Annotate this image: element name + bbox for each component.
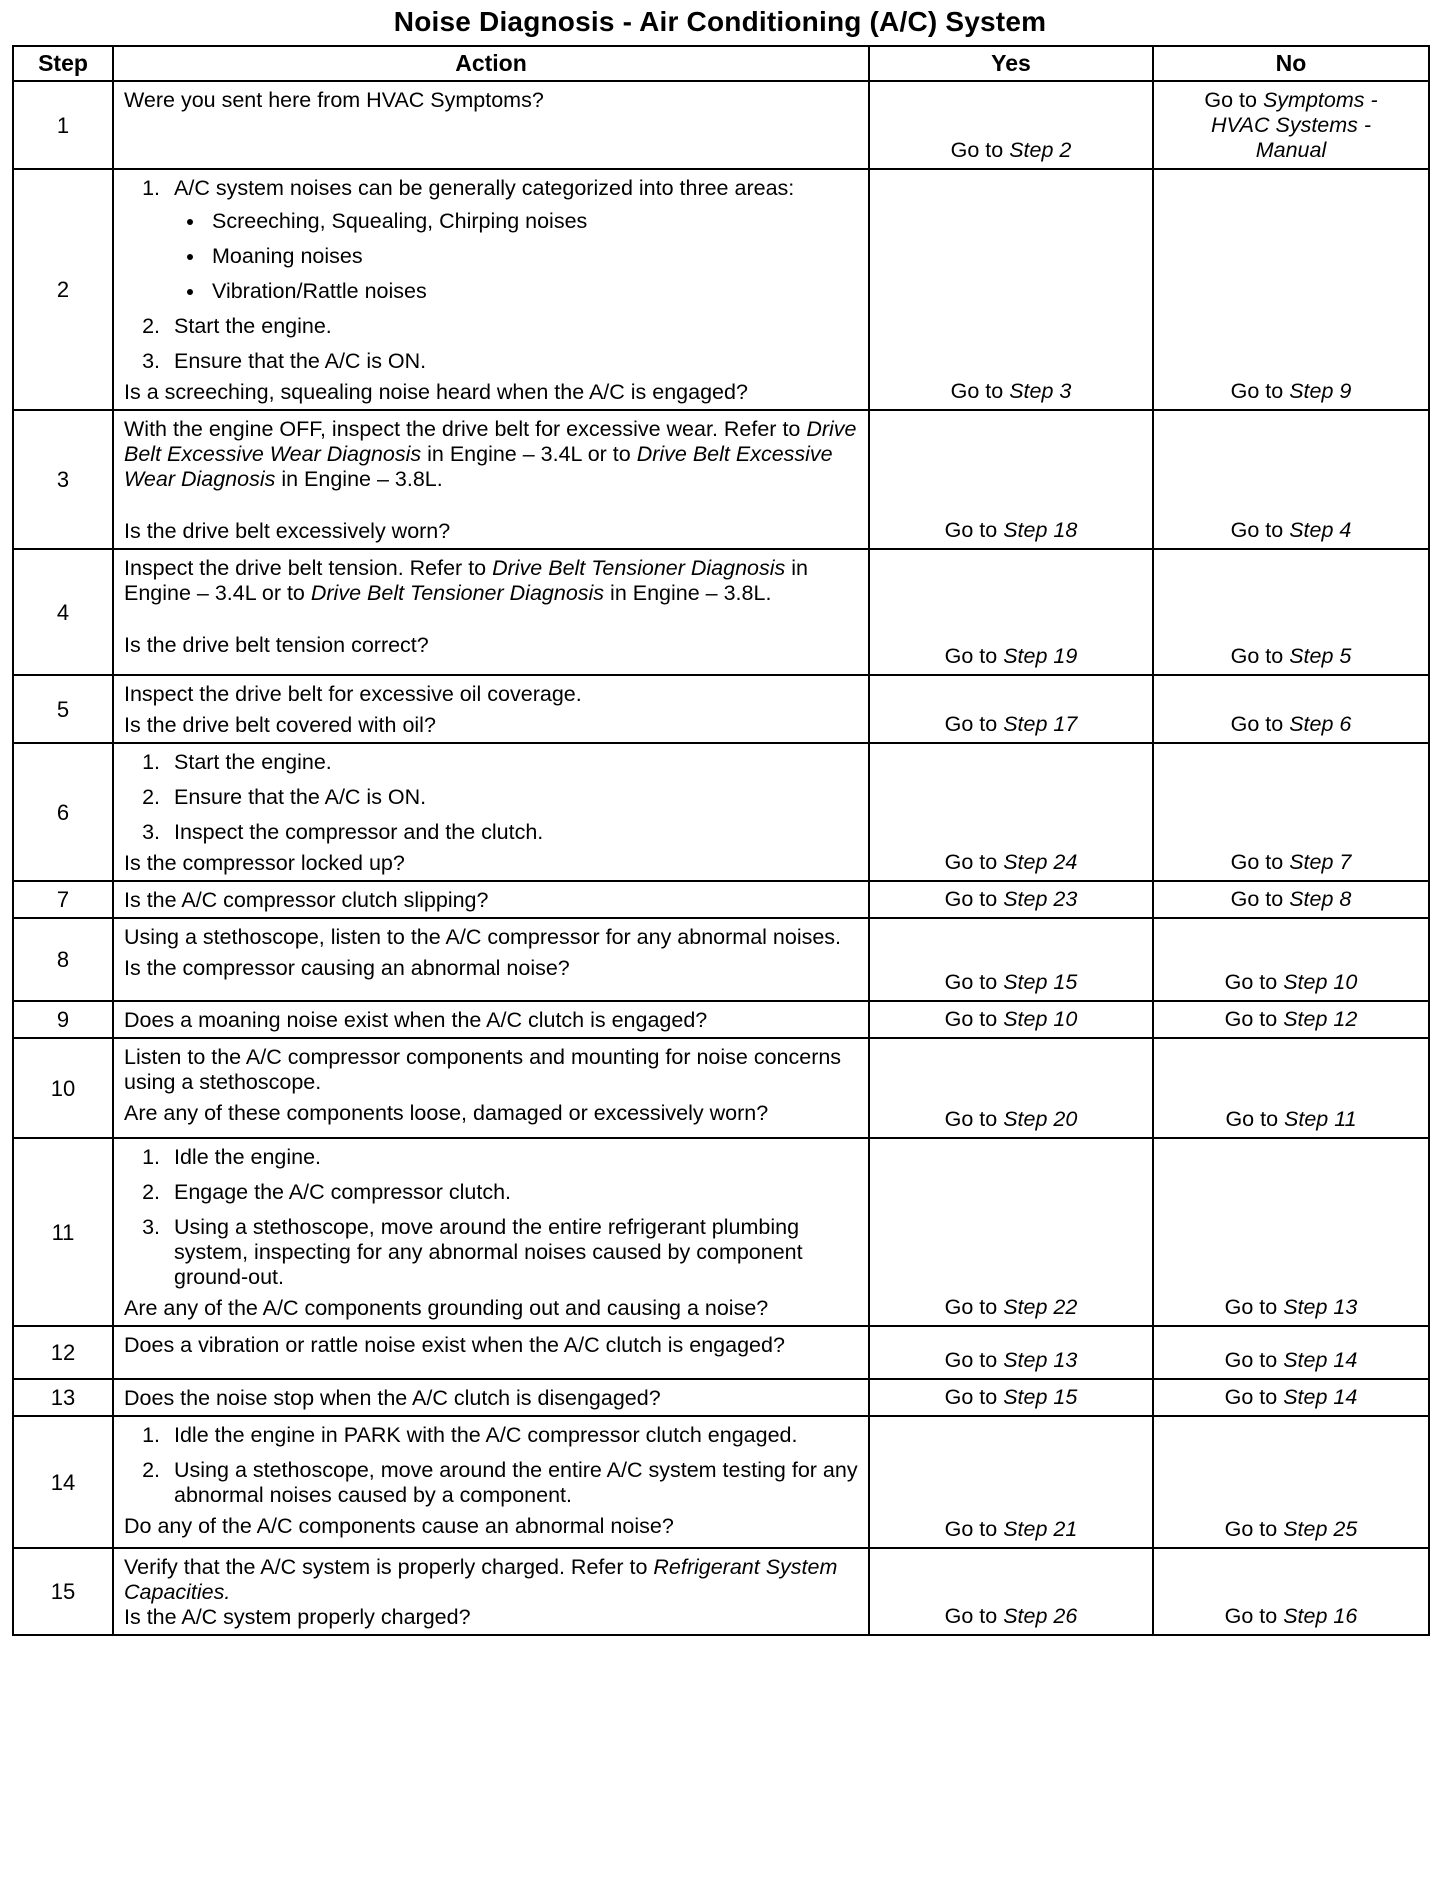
goto-label: Go to bbox=[944, 1517, 1004, 1541]
step-link[interactable]: Step 20 bbox=[1003, 1107, 1078, 1131]
step-link[interactable]: Step 13 bbox=[1283, 1295, 1358, 1319]
action-cell bbox=[113, 1001, 869, 1038]
instruction-step bbox=[166, 1215, 858, 1290]
goto-label: Go to bbox=[1204, 88, 1263, 112]
step-link[interactable]: Step 13 bbox=[1003, 1348, 1078, 1372]
goto-label: Go to bbox=[1230, 379, 1290, 403]
instruction-list bbox=[124, 1145, 858, 1290]
goto-label: Go to bbox=[1224, 1348, 1284, 1372]
goto-label: Go to bbox=[1224, 1295, 1284, 1319]
instruction-text: Inspect the compressor and the clutch. bbox=[174, 820, 544, 844]
step-link[interactable]: Step 12 bbox=[1283, 1007, 1358, 1031]
step-number: 10 bbox=[13, 1038, 113, 1138]
goto-label: Go to bbox=[944, 1007, 1004, 1031]
instruction-text: Using a stethoscope, move around the entire refrigerant plumbing system, inspecting for any abnormal noises caused by component ground-out. bbox=[174, 1215, 803, 1289]
no-result-cell bbox=[1153, 1416, 1429, 1548]
action-text bbox=[124, 556, 858, 606]
action-cell bbox=[113, 169, 869, 410]
step-number: 2 bbox=[13, 169, 113, 410]
step-link[interactable]: Step 18 bbox=[1003, 518, 1078, 542]
instruction-list bbox=[124, 1423, 858, 1508]
instruction-step bbox=[166, 750, 858, 775]
action-text-segment: in Engine – 3.4L or to bbox=[124, 556, 808, 605]
action-text-segment: Inspect the drive belt tension. Refer to bbox=[124, 556, 493, 580]
step-link[interactable]: Step 26 bbox=[1003, 1604, 1078, 1628]
instruction-list bbox=[124, 750, 858, 845]
goto-label: Go to bbox=[950, 379, 1010, 403]
goto-label: Go to bbox=[944, 644, 1004, 668]
step-link[interactable]: Step 11 bbox=[1284, 1107, 1357, 1131]
action-cell bbox=[113, 81, 869, 169]
no-result-cell bbox=[1153, 1138, 1429, 1326]
question-text: Is the compressor causing an abnormal noise? bbox=[124, 956, 570, 980]
action-cell bbox=[113, 1416, 869, 1548]
no-result-cell bbox=[1153, 675, 1429, 743]
step-number: 14 bbox=[13, 1416, 113, 1548]
yes-result-cell bbox=[869, 881, 1153, 918]
table-row bbox=[13, 1548, 1429, 1635]
action-text-segment: in Engine – 3.8L. bbox=[604, 581, 772, 605]
step-number: 13 bbox=[13, 1379, 113, 1416]
action-text-segment: in Engine – 3.4L or to bbox=[421, 442, 637, 466]
instruction-step bbox=[166, 176, 858, 304]
document-reference: Drive Belt Excessive Wear Diagnosis bbox=[124, 417, 857, 466]
action-text: Listen to the A/C compressor components and mounting for noise concerns using a stethoscope. bbox=[124, 1045, 842, 1094]
action-cell bbox=[113, 549, 869, 675]
step-number: 1 bbox=[13, 81, 113, 169]
step-link[interactable]: Step 8 bbox=[1289, 887, 1352, 911]
table-row bbox=[13, 1038, 1429, 1138]
question-text: Is the drive belt tension correct? bbox=[124, 633, 429, 657]
table-row bbox=[13, 1138, 1429, 1326]
table-row bbox=[13, 1416, 1429, 1548]
step-link[interactable]: Step 4 bbox=[1289, 518, 1352, 542]
header-action: Action bbox=[113, 46, 869, 81]
step-link[interactable]: Step 17 bbox=[1003, 712, 1078, 736]
no-result-cell bbox=[1153, 743, 1429, 881]
goto-label: Go to bbox=[1224, 970, 1284, 994]
instruction-step bbox=[166, 1423, 858, 1448]
action-text: Were you sent here from HVAC Symptoms? bbox=[124, 88, 544, 112]
no-result-cell bbox=[1153, 1548, 1429, 1635]
header-no: No bbox=[1153, 46, 1429, 81]
no-result-cell bbox=[1153, 1001, 1429, 1038]
step-number: 11 bbox=[13, 1138, 113, 1326]
question-text: Is the A/C system properly charged? bbox=[124, 1605, 471, 1629]
step-link[interactable]: Step 21 bbox=[1003, 1517, 1078, 1541]
step-link[interactable]: Step 19 bbox=[1003, 644, 1078, 668]
yes-result-cell bbox=[869, 1416, 1153, 1548]
instruction-step bbox=[166, 1180, 858, 1205]
instruction-step bbox=[166, 1145, 858, 1170]
step-link[interactable]: Step 23 bbox=[1003, 887, 1078, 911]
step-link[interactable]: Step 14 bbox=[1283, 1385, 1358, 1409]
yes-result-cell bbox=[869, 81, 1153, 169]
step-number: 3 bbox=[13, 410, 113, 549]
goto-label: Go to bbox=[944, 1604, 1004, 1628]
goto-label: Go to bbox=[944, 970, 1004, 994]
table-row bbox=[13, 881, 1429, 918]
yes-result-cell bbox=[869, 1001, 1153, 1038]
goto-label: Go to bbox=[944, 1385, 1004, 1409]
step-number: 4 bbox=[13, 549, 113, 675]
instruction-step bbox=[166, 349, 858, 374]
question-text: Are any of the A/C components grounding out and causing a noise? bbox=[124, 1296, 769, 1320]
table-row bbox=[13, 549, 1429, 675]
action-cell bbox=[113, 410, 869, 549]
question-text: Is the drive belt excessively worn? bbox=[124, 519, 451, 543]
action-cell bbox=[113, 918, 869, 1001]
instruction-text: Idle the engine. bbox=[174, 1145, 322, 1169]
question-text: Do any of the A/C components cause an abnormal noise? bbox=[124, 1514, 674, 1538]
step-number: 7 bbox=[13, 881, 113, 918]
yes-result-cell bbox=[869, 169, 1153, 410]
question-text: Are any of these components loose, damaged or excessively worn? bbox=[124, 1101, 769, 1125]
document-reference: Drive Belt Tensioner Diagnosis bbox=[492, 556, 786, 580]
instruction-text: Ensure that the A/C is ON. bbox=[174, 785, 427, 809]
step-link[interactable]: Step 6 bbox=[1289, 712, 1352, 736]
action-cell bbox=[113, 743, 869, 881]
goto-label: Go to bbox=[944, 1107, 1004, 1131]
noise-category-item: • Vibration/Rattle noises bbox=[206, 279, 858, 304]
action-cell bbox=[113, 1038, 869, 1138]
no-result-cell bbox=[1153, 1379, 1429, 1416]
instruction-text: Engage the A/C compressor clutch. bbox=[174, 1180, 512, 1204]
action-cell bbox=[113, 675, 869, 743]
page-title: Noise Diagnosis - Air Conditioning (A/C) System bbox=[393, 6, 1047, 37]
action-text: Does the noise stop when the A/C clutch is disengaged? bbox=[124, 1386, 661, 1410]
instruction-step bbox=[166, 1458, 858, 1508]
goto-label: Go to bbox=[1224, 1007, 1284, 1031]
step-link[interactable]: Step 22 bbox=[1003, 1295, 1078, 1319]
step-number: 12 bbox=[13, 1326, 113, 1379]
action-text: Inspect the drive belt for excessive oil coverage. bbox=[124, 682, 582, 706]
goto-label: Go to bbox=[944, 712, 1004, 736]
goto-label: Go to bbox=[1225, 1107, 1285, 1131]
action-text: Does a vibration or rattle noise exist when the A/C clutch is engaged? bbox=[124, 1333, 785, 1357]
question-text: Is the compressor locked up? bbox=[124, 851, 405, 875]
goto-label: Go to bbox=[944, 518, 1004, 542]
instruction-list bbox=[124, 176, 858, 374]
table-row bbox=[13, 169, 1429, 410]
yes-result-cell bbox=[869, 743, 1153, 881]
action-text-segment: Verify that the A/C system is properly charged. Refer to bbox=[124, 1555, 654, 1579]
step-link[interactable]: Step 24 bbox=[1003, 850, 1078, 874]
step-link[interactable]: Step 10 bbox=[1003, 1007, 1078, 1031]
instruction-text: Using a stethoscope, move around the entire A/C system testing for any abnormal noises caused by a component. bbox=[174, 1458, 858, 1507]
noise-category-item: • Moaning noises bbox=[206, 244, 858, 269]
question-text: Is the drive belt covered with oil? bbox=[124, 713, 436, 737]
no-result-cell bbox=[1153, 169, 1429, 410]
goto-label: Go to bbox=[944, 887, 1004, 911]
step-link[interactable]: Step 14 bbox=[1283, 1348, 1358, 1372]
table-row bbox=[13, 675, 1429, 743]
action-text-segment: With the engine OFF, inspect the drive belt for excessive wear. Refer to bbox=[124, 417, 807, 441]
question-text: Is a screeching, squealing noise heard when the A/C is engaged? bbox=[124, 380, 748, 404]
yes-result-cell bbox=[869, 410, 1153, 549]
yes-result-cell bbox=[869, 1326, 1153, 1379]
table-row bbox=[13, 1379, 1429, 1416]
table-row bbox=[13, 743, 1429, 881]
yes-result-cell bbox=[869, 1038, 1153, 1138]
noise-category-list bbox=[174, 209, 858, 304]
action-text bbox=[124, 1555, 858, 1605]
step-link[interactable]: Step 10 bbox=[1283, 970, 1358, 994]
instruction-text: Start the engine. bbox=[174, 750, 332, 774]
table-row bbox=[13, 1326, 1429, 1379]
document-reference: Refrigerant System Capacities. bbox=[124, 1555, 838, 1604]
step-link[interactable]: Step 5 bbox=[1289, 644, 1352, 668]
noise-category-item: • Screeching, Squealing, Chirping noises bbox=[206, 209, 858, 234]
goto-label: Go to bbox=[1230, 644, 1290, 668]
instruction-step bbox=[166, 820, 858, 845]
yes-result-cell bbox=[869, 1548, 1153, 1635]
instruction-step bbox=[166, 314, 858, 339]
yes-result-cell bbox=[869, 1379, 1153, 1416]
goto-label: Go to bbox=[1224, 1517, 1284, 1541]
table-row bbox=[13, 410, 1429, 549]
action-text: Using a stethoscope, listen to the A/C compressor for any abnormal noises. bbox=[124, 925, 842, 949]
no-result-cell bbox=[1153, 549, 1429, 675]
instruction-text: Idle the engine in PARK with the A/C compressor clutch engaged. bbox=[174, 1423, 798, 1447]
step-link[interactable]: Step 7 bbox=[1289, 850, 1352, 874]
action-text: Does a moaning noise exist when the A/C clutch is engaged? bbox=[124, 1008, 708, 1032]
action-text: Is the A/C compressor clutch slipping? bbox=[124, 888, 489, 912]
goto-label: Go to bbox=[944, 1348, 1004, 1372]
goto-label: Go to bbox=[1224, 1604, 1284, 1628]
step-link[interactable]: Symptoms - HVAC Systems - Manual bbox=[1210, 88, 1378, 162]
step-link[interactable]: Step 25 bbox=[1283, 1517, 1358, 1541]
diagnosis-table bbox=[12, 45, 1430, 1636]
step-link[interactable]: Step 15 bbox=[1003, 1385, 1078, 1409]
step-link[interactable]: Step 2 bbox=[1009, 138, 1072, 162]
header-step: Step bbox=[13, 46, 113, 81]
step-number: 15 bbox=[13, 1548, 113, 1635]
document-reference: Drive Belt Excessive Wear Diagnosis bbox=[124, 442, 833, 491]
action-text bbox=[124, 417, 858, 492]
action-cell bbox=[113, 1326, 869, 1379]
action-cell bbox=[113, 1138, 869, 1326]
goto-label: Go to bbox=[950, 138, 1010, 162]
header-yes: Yes bbox=[869, 46, 1153, 81]
no-result-cell bbox=[1153, 881, 1429, 918]
yes-result-cell bbox=[869, 1138, 1153, 1326]
step-link[interactable]: Step 9 bbox=[1289, 379, 1352, 403]
step-link[interactable]: Step 15 bbox=[1003, 970, 1078, 994]
table-header-row bbox=[13, 46, 1429, 81]
goto-label: Go to bbox=[944, 1295, 1004, 1319]
yes-result-cell bbox=[869, 918, 1153, 1001]
table-body bbox=[13, 81, 1429, 1635]
action-cell bbox=[113, 1548, 869, 1635]
step-number: 5 bbox=[13, 675, 113, 743]
goto-label: Go to bbox=[1230, 850, 1290, 874]
no-result-cell bbox=[1153, 1038, 1429, 1138]
action-cell bbox=[113, 1379, 869, 1416]
document-reference: Drive Belt Tensioner Diagnosis bbox=[310, 581, 605, 605]
no-result-cell bbox=[1153, 1326, 1429, 1379]
action-cell bbox=[113, 881, 869, 918]
no-result-cell bbox=[1153, 918, 1429, 1001]
goto-label: Go to bbox=[1230, 712, 1290, 736]
yes-result-cell bbox=[869, 675, 1153, 743]
instruction-text: Start the engine. bbox=[174, 314, 332, 338]
goto-label: Go to bbox=[1230, 887, 1290, 911]
action-text-segment: in Engine – 3.8L. bbox=[275, 467, 443, 491]
step-number: 9 bbox=[13, 1001, 113, 1038]
no-result-cell bbox=[1153, 81, 1429, 169]
no-result-cell bbox=[1153, 410, 1429, 549]
instruction-text: A/C system noises can be generally categorized into three areas: bbox=[174, 176, 795, 200]
table-row bbox=[13, 81, 1429, 169]
instruction-step bbox=[166, 785, 858, 810]
table-row bbox=[13, 1001, 1429, 1038]
goto-label: Go to bbox=[944, 850, 1004, 874]
step-number: 6 bbox=[13, 743, 113, 881]
instruction-text: Ensure that the A/C is ON. bbox=[174, 349, 427, 373]
step-link[interactable]: Step 3 bbox=[1009, 379, 1072, 403]
yes-result-cell bbox=[869, 549, 1153, 675]
step-number: 8 bbox=[13, 918, 113, 1001]
goto-label: Go to bbox=[1230, 518, 1290, 542]
step-link[interactable]: Step 16 bbox=[1283, 1604, 1358, 1628]
goto-label: Go to bbox=[1224, 1385, 1284, 1409]
table-row bbox=[13, 918, 1429, 1001]
